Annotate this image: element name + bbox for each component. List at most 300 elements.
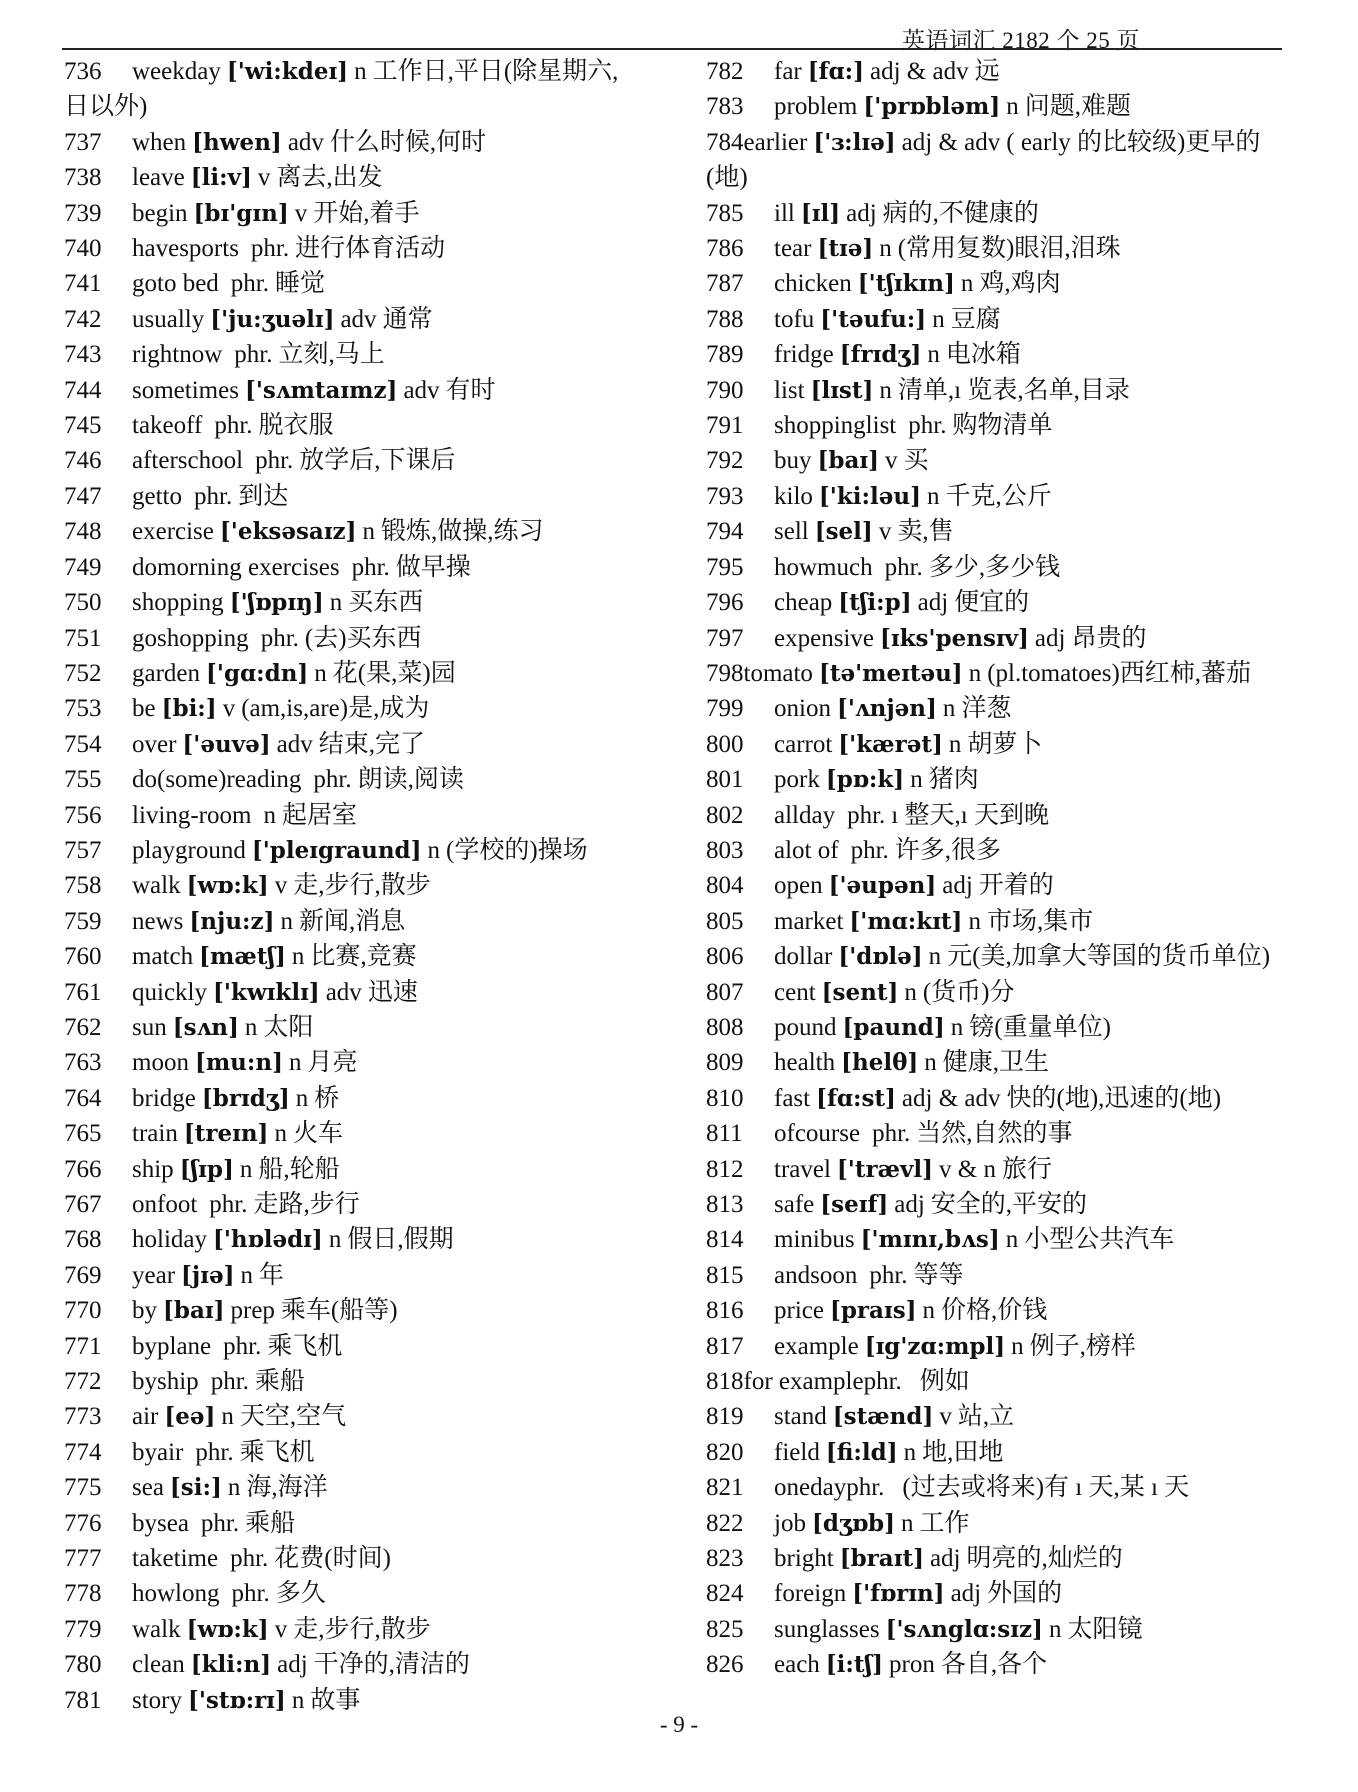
entry-definition: 远 bbox=[974, 58, 1000, 85]
entry-part-of-speech: adj bbox=[950, 1580, 982, 1608]
entry-definition: 乘车(船等) bbox=[280, 1297, 398, 1325]
entry-phonetic: [mu:n] bbox=[194, 1049, 283, 1077]
entry-part-of-speech: n bbox=[244, 1013, 258, 1041]
entry-definition: 什么时候,何时 bbox=[329, 128, 487, 156]
vocab-entry bbox=[706, 514, 1291, 549]
vocab-entry bbox=[64, 443, 672, 478]
entry-part-of-speech: n bbox=[227, 1474, 241, 1502]
entry-definition: 太阳 bbox=[263, 1013, 314, 1041]
entry-word: tomato bbox=[743, 659, 813, 687]
entry-word: goto bed bbox=[132, 270, 219, 298]
entry-part-of-speech: phr. bbox=[255, 447, 294, 475]
vocab-entry bbox=[706, 585, 1291, 620]
entry-definition: 通常 bbox=[382, 305, 433, 333]
entry-number: 760 bbox=[64, 943, 102, 971]
entry-phonetic: [lɪst] bbox=[810, 376, 874, 404]
vocab-entry bbox=[706, 1222, 1291, 1257]
entry-phonetic: [bɪ'gɪn] bbox=[193, 199, 289, 227]
entry-number: 823 bbox=[706, 1545, 744, 1573]
entry-part-of-speech: v bbox=[885, 447, 898, 475]
entry-phonetic: [ʃɪp] bbox=[179, 1155, 234, 1183]
entry-part-of-speech: n bbox=[240, 1261, 253, 1289]
vocab-entry bbox=[706, 1329, 1291, 1364]
entry-part-of-speech: phr. bbox=[908, 412, 947, 440]
entry-number: 788 bbox=[706, 305, 744, 333]
entry-phonetic: [brɪdʒ] bbox=[201, 1084, 290, 1112]
entry-number: 820 bbox=[706, 1438, 744, 1466]
entry-word: quickly bbox=[132, 978, 207, 1006]
entry-word: earlier bbox=[743, 128, 808, 156]
entry-phonetic: [eə] bbox=[164, 1403, 216, 1431]
entry-number: 782 bbox=[706, 58, 744, 85]
vocab-entry bbox=[64, 762, 672, 797]
vocab-entry bbox=[706, 1541, 1291, 1576]
entry-part-of-speech: phr. bbox=[230, 1545, 269, 1573]
vocab-entry bbox=[64, 1116, 672, 1151]
entry-word: getto bbox=[132, 482, 182, 510]
entry-phonetic: ['ʃɒpɪŋ] bbox=[229, 589, 324, 617]
vocab-entry bbox=[64, 621, 672, 656]
entry-part-of-speech: n bbox=[289, 1049, 302, 1077]
vocab-entry bbox=[706, 1081, 1291, 1116]
entry-part-of-speech: phr. bbox=[250, 235, 290, 263]
entry-number: 752 bbox=[64, 659, 102, 687]
entry-definition: 脱衣服 bbox=[258, 412, 334, 440]
vocab-entry bbox=[706, 1612, 1291, 1647]
entry-part-of-speech: n bbox=[362, 518, 375, 546]
entry-part-of-speech: n bbox=[291, 943, 305, 971]
vocab-entry bbox=[706, 89, 1291, 124]
entry-part-of-speech: adj & adv bbox=[869, 58, 969, 85]
entry-definition: (pl.tomatoes)西红柿,蕃茄 bbox=[987, 659, 1252, 687]
vocab-entry bbox=[706, 408, 1291, 443]
entry-part-of-speech: phr. bbox=[194, 482, 233, 510]
entry-phonetic: ['dɒlə] bbox=[838, 943, 923, 971]
entry-definition: 锻炼,做操,练习 bbox=[381, 518, 544, 546]
entry-word: living-room bbox=[132, 801, 252, 829]
entry-part-of-speech: v bbox=[274, 872, 288, 900]
entry-definition: 多少,多少钱 bbox=[928, 553, 1061, 581]
entry-definition: 干净的,清洁的 bbox=[313, 1651, 470, 1679]
entry-definition: ( early 的比较级)更早的(地) bbox=[706, 128, 1261, 192]
entry-word: far bbox=[774, 58, 802, 85]
entry-number: 754 bbox=[64, 730, 102, 758]
entry-definition: 元(美,加拿大等国的货币单位) bbox=[947, 943, 1271, 971]
entry-word: bysea bbox=[132, 1509, 189, 1537]
entry-word: over bbox=[132, 730, 177, 758]
entry-definition: 例子,榜样 bbox=[1029, 1332, 1136, 1360]
entry-definition: 问题,难题 bbox=[1024, 93, 1131, 121]
entry-part-of-speech: phr. bbox=[210, 1368, 249, 1396]
entry-phonetic: ['hɒlədɪ] bbox=[213, 1226, 323, 1254]
entry-word: sun bbox=[132, 1013, 167, 1041]
vocab-entry bbox=[706, 1116, 1291, 1151]
entry-part-of-speech: phr. bbox=[847, 801, 886, 829]
vocab-entry bbox=[706, 125, 1291, 196]
vocab-entry bbox=[64, 514, 672, 549]
entry-word: onedayphr. bbox=[774, 1474, 885, 1502]
entry-phonetic: [si:] bbox=[169, 1474, 222, 1502]
entry-word: for examplephr. bbox=[743, 1368, 902, 1396]
entry-phonetic: [fi:ld] bbox=[825, 1438, 898, 1466]
entry-phonetic: [wɒ:k] bbox=[186, 1615, 269, 1643]
entry-definition: 乘飞机 bbox=[239, 1438, 315, 1466]
entry-number: 816 bbox=[706, 1297, 744, 1325]
entry-part-of-speech: v bbox=[274, 1615, 288, 1643]
entry-part-of-speech: adj bbox=[917, 589, 949, 617]
entry-number: 778 bbox=[64, 1580, 102, 1608]
vocab-entry bbox=[706, 1187, 1291, 1222]
entry-number: 776 bbox=[64, 1509, 102, 1537]
vocab-entry bbox=[64, 1329, 672, 1364]
entry-part-of-speech: n bbox=[1006, 93, 1019, 121]
entry-word: health bbox=[774, 1049, 836, 1077]
entry-word: leave bbox=[132, 164, 185, 192]
entry-word: news bbox=[132, 907, 184, 935]
vocab-entry bbox=[64, 54, 672, 125]
entry-definition: 快的(地),迅速的(地) bbox=[1006, 1084, 1222, 1112]
entry-part-of-speech: n bbox=[328, 1226, 342, 1254]
vocab-entry bbox=[64, 868, 672, 903]
entry-word: stand bbox=[774, 1403, 827, 1431]
entry-definition: 故事 bbox=[310, 1686, 361, 1714]
entry-part-of-speech: n bbox=[263, 801, 276, 829]
entry-definition: 年 bbox=[259, 1261, 285, 1289]
entry-word: air bbox=[132, 1403, 159, 1431]
entry-number: 766 bbox=[64, 1155, 102, 1183]
entry-definition: ı 整天,ı 天到晚 bbox=[891, 801, 1049, 829]
vocab-entry bbox=[706, 904, 1291, 939]
entry-word: foreign bbox=[774, 1580, 847, 1608]
vocab-entry bbox=[706, 762, 1291, 797]
entry-part-of-speech: phr. bbox=[850, 836, 889, 864]
entry-word: byplane bbox=[132, 1332, 212, 1360]
entry-phonetic: [stænd] bbox=[832, 1403, 934, 1431]
entry-number: 763 bbox=[64, 1049, 102, 1077]
entry-number: 787 bbox=[706, 270, 744, 298]
vocab-entry bbox=[64, 337, 672, 372]
entry-word: shoppinglist bbox=[774, 412, 897, 440]
entry-number: 750 bbox=[64, 589, 102, 617]
entry-phonetic: ['wi:kdeɪ] bbox=[226, 58, 349, 85]
entry-part-of-speech: n bbox=[924, 1049, 937, 1077]
entry-definition: 便宜的 bbox=[954, 589, 1030, 617]
vocab-entry bbox=[64, 266, 672, 301]
entry-part-of-speech: v bbox=[294, 199, 308, 227]
entry-number: 772 bbox=[64, 1368, 102, 1396]
entry-word: byair bbox=[132, 1438, 184, 1466]
entry-part-of-speech: n bbox=[942, 695, 956, 723]
entry-definition: 有时 bbox=[445, 376, 496, 404]
vocab-entry bbox=[64, 196, 672, 231]
entry-word: ill bbox=[774, 199, 795, 227]
entry-definition: 到达 bbox=[238, 482, 289, 510]
entry-part-of-speech: v & n bbox=[939, 1155, 996, 1183]
vocab-entry bbox=[64, 1576, 672, 1611]
entry-definition: 假日,假期 bbox=[347, 1226, 454, 1254]
vocab-entry bbox=[706, 479, 1291, 514]
entry-phonetic: [tɪə] bbox=[817, 235, 874, 263]
entry-number: 800 bbox=[706, 730, 744, 758]
entry-phonetic: ['sʌmtaɪmz] bbox=[244, 376, 398, 404]
entry-number: 759 bbox=[64, 907, 102, 935]
entry-word: field bbox=[774, 1438, 820, 1466]
entry-word: takeoff bbox=[132, 412, 203, 440]
entry-part-of-speech: adj & adv bbox=[901, 1084, 1001, 1112]
vocab-entry bbox=[64, 231, 672, 266]
entry-part-of-speech: n bbox=[291, 1686, 305, 1714]
entry-number: 739 bbox=[64, 199, 102, 227]
entry-part-of-speech: adj bbox=[929, 1545, 961, 1573]
entry-number: 775 bbox=[64, 1474, 102, 1502]
entry-number: 797 bbox=[706, 624, 744, 652]
entry-word: safe bbox=[774, 1191, 815, 1218]
entry-word: carrot bbox=[774, 730, 833, 758]
entry-part-of-speech: phr. bbox=[884, 553, 923, 581]
entry-part-of-speech: phr. bbox=[260, 624, 299, 652]
entry-part-of-speech: n bbox=[239, 1155, 253, 1183]
entry-number: 789 bbox=[706, 341, 744, 369]
entry-definition: 猪肉 bbox=[928, 766, 979, 794]
vocab-entry bbox=[64, 1187, 672, 1222]
entry-part-of-speech: phr. bbox=[195, 1438, 234, 1466]
entry-definition: 天空,空气 bbox=[239, 1403, 347, 1431]
entry-phonetic: [paund] bbox=[842, 1013, 945, 1041]
vocab-entry bbox=[64, 1258, 672, 1293]
vocab-entry bbox=[706, 373, 1291, 408]
entry-word: weekday bbox=[132, 58, 221, 85]
entry-definition: 做早操 bbox=[395, 553, 471, 581]
vocab-entry bbox=[706, 54, 1291, 89]
left-column bbox=[64, 54, 672, 1718]
vocab-entry bbox=[706, 1506, 1291, 1541]
entry-number: 811 bbox=[706, 1120, 743, 1148]
entry-part-of-speech: n bbox=[910, 766, 923, 794]
vocab-entry bbox=[64, 1647, 672, 1682]
entry-phonetic: [sel] bbox=[814, 518, 873, 546]
entry-definition: 起居室 bbox=[281, 801, 357, 829]
header-rule bbox=[62, 48, 1282, 50]
entry-word: when bbox=[132, 128, 187, 156]
entry-number: 818 bbox=[706, 1368, 744, 1396]
entry-definition: 健康,卫生 bbox=[942, 1049, 1050, 1077]
entry-number: 793 bbox=[706, 482, 744, 510]
entry-definition: 豆腐 bbox=[950, 305, 1001, 333]
vocab-entry bbox=[64, 550, 672, 585]
entry-word: dollar bbox=[774, 943, 833, 971]
entry-part-of-speech: phr. bbox=[351, 553, 390, 581]
entry-number: 826 bbox=[706, 1651, 744, 1679]
entry-definition: 买东西 bbox=[348, 589, 424, 617]
entry-word: expensive bbox=[774, 624, 874, 652]
entry-definition: (学校的)操场 bbox=[446, 836, 588, 864]
vocab-entry bbox=[706, 868, 1291, 903]
entry-word: minibus bbox=[774, 1226, 855, 1254]
vocab-entry bbox=[706, 691, 1291, 726]
entry-phonetic: [fɑ:st] bbox=[816, 1084, 896, 1112]
entry-part-of-speech: phr. bbox=[200, 1509, 240, 1537]
entry-part-of-speech: phr. bbox=[234, 341, 273, 369]
entry-part-of-speech: phr. bbox=[872, 1120, 911, 1148]
entry-number: 736 bbox=[64, 58, 102, 85]
entry-word: sell bbox=[774, 518, 809, 546]
entry-part-of-speech: phr. bbox=[223, 1332, 262, 1360]
entry-phonetic: [i:tʃ] bbox=[825, 1651, 884, 1679]
entry-phonetic: ['gɑ:dn] bbox=[206, 659, 309, 687]
entry-phonetic: ['təufu:] bbox=[820, 305, 927, 333]
entry-phonetic: [sent] bbox=[821, 978, 899, 1006]
entry-number: 758 bbox=[64, 872, 102, 900]
entry-definition: 等等 bbox=[913, 1261, 964, 1289]
entry-number: 802 bbox=[706, 801, 744, 829]
entry-word: chicken bbox=[774, 270, 852, 298]
entry-number: 808 bbox=[706, 1013, 744, 1041]
entry-definition: 千克,公斤 bbox=[945, 482, 1052, 510]
entry-word: afterschool bbox=[132, 447, 244, 475]
vocab-entry bbox=[706, 443, 1291, 478]
entry-word: sea bbox=[132, 1474, 164, 1502]
entry-definition: 价格,价钱 bbox=[941, 1297, 1048, 1325]
entry-definition: 船,轮船 bbox=[258, 1155, 340, 1183]
vocab-entry bbox=[706, 266, 1291, 301]
entry-number: 749 bbox=[64, 553, 102, 581]
entry-number: 804 bbox=[706, 872, 744, 900]
entry-number: 771 bbox=[64, 1332, 102, 1360]
entry-phonetic: [baɪ] bbox=[817, 447, 879, 475]
vocab-entry bbox=[64, 1506, 672, 1541]
vocab-entry bbox=[706, 656, 1291, 691]
entry-phonetic: ['kærət] bbox=[838, 730, 943, 758]
entry-number: 744 bbox=[64, 376, 102, 404]
entry-word: price bbox=[774, 1297, 824, 1325]
entry-number: 813 bbox=[706, 1191, 744, 1218]
entry-word: buy bbox=[774, 447, 812, 475]
entry-number: 825 bbox=[706, 1615, 744, 1643]
vocab-entry bbox=[64, 373, 672, 408]
entry-word: taketime bbox=[132, 1545, 219, 1573]
entry-word: playground bbox=[132, 836, 246, 864]
entry-word: goshopping bbox=[132, 624, 249, 652]
entry-word: pound bbox=[774, 1013, 837, 1041]
entry-definition: 洋葱 bbox=[961, 695, 1012, 723]
entry-number: 746 bbox=[64, 447, 102, 475]
entry-definition: 小型公共汽车 bbox=[1024, 1226, 1175, 1254]
entry-number: 799 bbox=[706, 695, 744, 723]
entry-definition: 镑(重量单位) bbox=[969, 1013, 1111, 1041]
entry-definition: 多久 bbox=[275, 1580, 326, 1608]
entry-word: kilo bbox=[774, 482, 813, 510]
entry-phonetic: ['mɑ:kɪt] bbox=[849, 907, 963, 935]
entry-number: 773 bbox=[64, 1403, 102, 1431]
entry-phonetic: [baɪ] bbox=[163, 1297, 225, 1325]
vocab-entry bbox=[64, 408, 672, 443]
entry-part-of-speech: n bbox=[1011, 1332, 1024, 1360]
entry-word: ofcourse bbox=[774, 1120, 861, 1148]
vocab-entry bbox=[706, 833, 1291, 868]
entry-phonetic: ['mɪnɪ,bʌs] bbox=[860, 1226, 1000, 1254]
entry-part-of-speech: n bbox=[329, 589, 343, 617]
entry-phonetic: [mætʃ] bbox=[199, 943, 286, 971]
entry-word: alot of bbox=[774, 836, 839, 864]
entry-definition: 地,田地 bbox=[922, 1438, 1004, 1466]
entry-phonetic: ['eksəsaɪz] bbox=[219, 518, 357, 546]
vocab-entry bbox=[64, 1612, 672, 1647]
vocab-entry bbox=[706, 1576, 1291, 1611]
entry-phonetic: [ɪks'pensɪv] bbox=[879, 624, 1029, 652]
entry-part-of-speech: n bbox=[960, 270, 974, 298]
entry-phonetic: [praɪs] bbox=[829, 1297, 917, 1325]
entry-word: job bbox=[774, 1509, 806, 1537]
entry-definition: (am,is,are)是,成为 bbox=[241, 695, 430, 723]
entry-definition: 站,立 bbox=[957, 1403, 1015, 1431]
entry-phonetic: ['ki:ləu] bbox=[818, 482, 921, 510]
entry-number: 783 bbox=[706, 93, 744, 121]
entry-number: 815 bbox=[706, 1261, 744, 1289]
entry-definition: 旅行 bbox=[1001, 1155, 1052, 1183]
vocab-entry bbox=[64, 904, 672, 939]
entry-word: tofu bbox=[774, 305, 815, 333]
entry-definition: 各自,各个 bbox=[940, 1651, 1048, 1679]
entry-word: walk bbox=[132, 872, 181, 900]
vocab-entry bbox=[706, 1045, 1291, 1080]
vocab-entry bbox=[706, 1470, 1291, 1505]
entry-phonetic: ['əupən] bbox=[828, 872, 937, 900]
entry-part-of-speech: adv bbox=[287, 128, 324, 156]
entry-number: 762 bbox=[64, 1013, 102, 1041]
entry-definition: 乘船 bbox=[254, 1368, 305, 1396]
entry-word: howmuch bbox=[774, 553, 873, 581]
entry-part-of-speech: pron bbox=[889, 1651, 935, 1679]
entry-definition: (去)买东西 bbox=[304, 624, 422, 652]
entry-definition: 许多,很多 bbox=[894, 836, 1002, 864]
entry-phonetic: ['əuvə] bbox=[182, 730, 271, 758]
entry-part-of-speech: n bbox=[926, 482, 940, 510]
entry-part-of-speech: phr. bbox=[313, 766, 352, 794]
entry-number: 738 bbox=[64, 164, 102, 192]
entry-definition: 睡觉 bbox=[275, 270, 326, 298]
right-column bbox=[706, 54, 1291, 1683]
entry-number: 791 bbox=[706, 412, 744, 440]
vocab-entry bbox=[64, 479, 672, 514]
entry-word: cheap bbox=[774, 589, 833, 617]
entry-definition: 离去,出发 bbox=[276, 164, 383, 192]
entry-part-of-speech: n bbox=[948, 730, 962, 758]
vocab-entry bbox=[64, 798, 672, 833]
entry-part-of-speech: n bbox=[932, 305, 945, 333]
entry-word: story bbox=[132, 1686, 182, 1714]
entry-phonetic: ['fɒrɪn] bbox=[852, 1580, 945, 1608]
entry-number: 817 bbox=[706, 1332, 744, 1360]
entry-definition: 安全的,平安的 bbox=[930, 1191, 1088, 1218]
entry-definition: 明亮的,灿烂的 bbox=[966, 1545, 1123, 1573]
page-header: 英语词汇 2182 个 25 页 bbox=[902, 28, 1140, 53]
entry-definition: 当然,自然的事 bbox=[916, 1120, 1073, 1148]
entry-part-of-speech: n bbox=[1005, 1226, 1019, 1254]
entry-part-of-speech: adv bbox=[276, 730, 313, 758]
entry-part-of-speech: v bbox=[222, 695, 236, 723]
vocab-entry bbox=[706, 1258, 1291, 1293]
vocab-entry bbox=[706, 621, 1291, 656]
entry-number: 821 bbox=[706, 1474, 744, 1502]
entry-definition: 比赛,竞赛 bbox=[310, 943, 417, 971]
entry-number: 756 bbox=[64, 801, 102, 829]
page-number: - 9 - bbox=[659, 1712, 699, 1737]
vocab-entry bbox=[64, 1293, 672, 1328]
entry-phonetic: ['ɜ:lɪə] bbox=[813, 128, 896, 156]
entry-number: 777 bbox=[64, 1545, 102, 1573]
entry-number: 779 bbox=[64, 1615, 102, 1643]
entry-phonetic: [jɪə] bbox=[181, 1261, 235, 1289]
